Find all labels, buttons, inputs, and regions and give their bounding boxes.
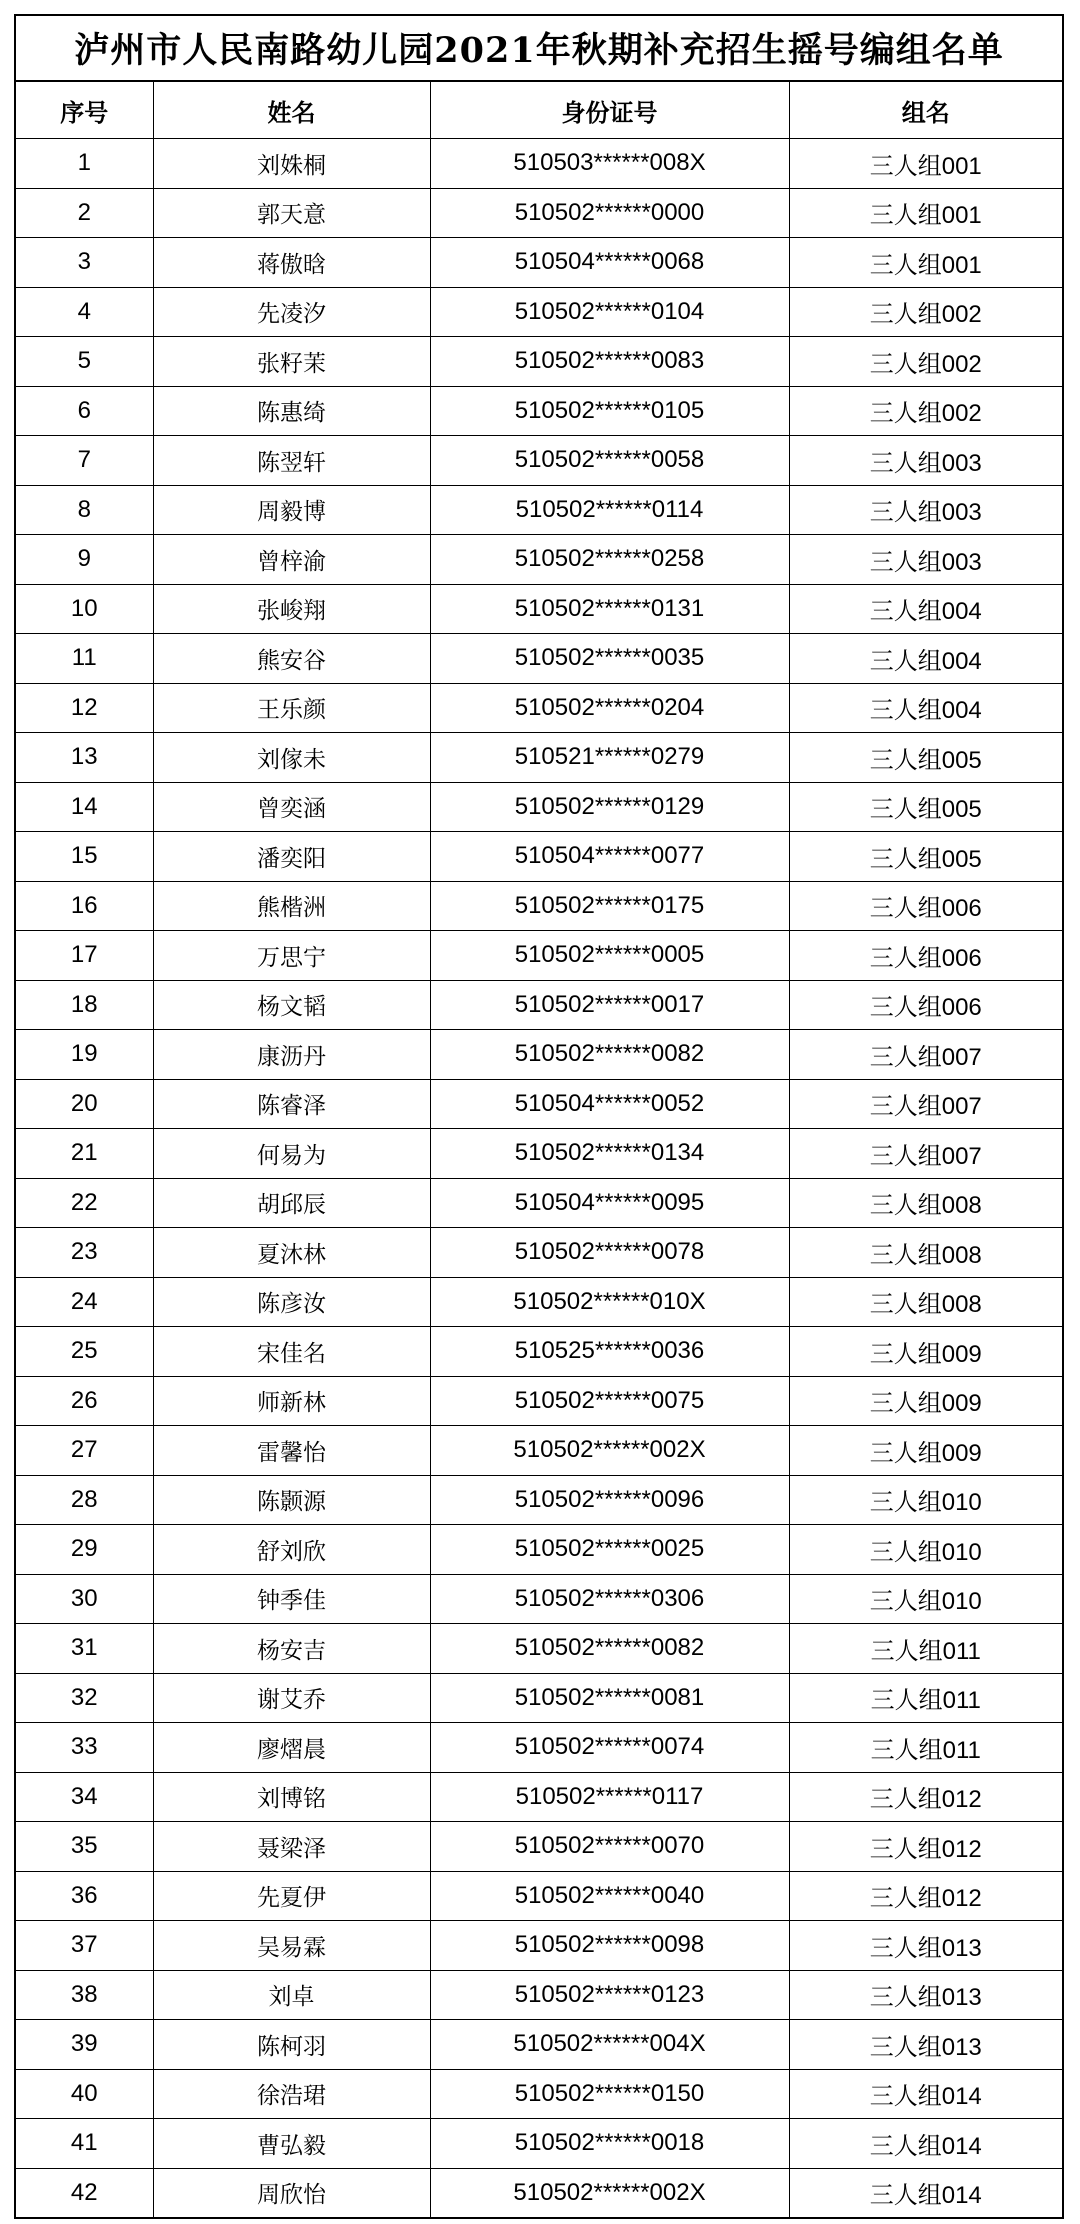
id-number: 510502******0058 [430, 436, 789, 486]
id-number: 510521******0279 [430, 733, 789, 783]
group-name: 三人组009 [789, 1376, 1062, 1426]
id-number: 510502******0040 [430, 1871, 789, 1921]
student-name: 杨文韬 [153, 980, 430, 1030]
id-number: 510504******0052 [430, 1079, 789, 1129]
student-name: 张籽茉 [153, 337, 430, 387]
group-name: 三人组006 [789, 881, 1062, 931]
group-name: 三人组009 [789, 1426, 1062, 1476]
row-index: 24 [16, 1277, 153, 1327]
group-name: 三人组005 [789, 832, 1062, 882]
id-number: 510502******0025 [430, 1525, 789, 1575]
table-row [16, 1327, 1062, 1377]
student-name: 万思宁 [153, 931, 430, 981]
id-number: 510502******0117 [430, 1772, 789, 1822]
student-name: 陈翌轩 [153, 436, 430, 486]
id-number: 510502******0018 [430, 2119, 789, 2169]
id-number: 510502******0129 [430, 782, 789, 832]
student-name: 张峻翔 [153, 584, 430, 634]
table-row [16, 1129, 1062, 1179]
table-row [16, 436, 1062, 486]
table-row [16, 1673, 1062, 1723]
group-name: 三人组013 [789, 1921, 1062, 1971]
row-index: 36 [16, 1871, 153, 1921]
group-name: 三人组011 [789, 1624, 1062, 1674]
group-name: 三人组007 [789, 1030, 1062, 1080]
roster-body [16, 139, 1062, 2218]
student-name: 陈惠绮 [153, 386, 430, 436]
row-index: 30 [16, 1574, 153, 1624]
row-index: 33 [16, 1723, 153, 1773]
group-name: 三人组014 [789, 2069, 1062, 2119]
table-row [16, 287, 1062, 337]
student-name: 何易为 [153, 1129, 430, 1179]
id-number: 510502******0258 [430, 535, 789, 585]
group-name: 三人组004 [789, 584, 1062, 634]
table-row [16, 931, 1062, 981]
row-index: 29 [16, 1525, 153, 1575]
row-index: 17 [16, 931, 153, 981]
student-name: 刘博铭 [153, 1772, 430, 1822]
table-row [16, 1772, 1062, 1822]
group-name: 三人组014 [789, 2119, 1062, 2169]
row-index: 32 [16, 1673, 153, 1723]
table-row [16, 1376, 1062, 1426]
table-row [16, 1574, 1062, 1624]
table-row [16, 634, 1062, 684]
group-name: 三人组001 [789, 238, 1062, 288]
row-index: 13 [16, 733, 153, 783]
id-number: 510502******0131 [430, 584, 789, 634]
id-number: 510502******0078 [430, 1228, 789, 1278]
row-index: 3 [16, 238, 153, 288]
student-name: 夏沐林 [153, 1228, 430, 1278]
row-index: 34 [16, 1772, 153, 1822]
table-row [16, 1723, 1062, 1773]
group-name: 三人组011 [789, 1723, 1062, 1773]
table-row [16, 386, 1062, 436]
row-index: 23 [16, 1228, 153, 1278]
student-name: 蒋傲晗 [153, 238, 430, 288]
row-index: 35 [16, 1822, 153, 1872]
row-index: 20 [16, 1079, 153, 1129]
id-number: 510502******002X [430, 1426, 789, 1476]
id-number: 510502******0123 [430, 1970, 789, 2020]
group-name: 三人组002 [789, 287, 1062, 337]
id-number: 510502******0082 [430, 1624, 789, 1674]
student-name: 师新林 [153, 1376, 430, 1426]
roster-sheet [14, 14, 1064, 2219]
row-index: 9 [16, 535, 153, 585]
student-name: 陈颢源 [153, 1475, 430, 1525]
row-index: 27 [16, 1426, 153, 1476]
id-number: 510502******0175 [430, 881, 789, 931]
table-row [16, 337, 1062, 387]
table-row [16, 881, 1062, 931]
row-index: 22 [16, 1178, 153, 1228]
group-name: 三人组008 [789, 1277, 1062, 1327]
row-index: 4 [16, 287, 153, 337]
student-name: 周毅博 [153, 485, 430, 535]
student-name: 先凌汐 [153, 287, 430, 337]
id-number: 510502******0081 [430, 1673, 789, 1723]
group-name: 三人组002 [789, 386, 1062, 436]
student-name: 钟季佳 [153, 1574, 430, 1624]
student-name: 谢艾乔 [153, 1673, 430, 1723]
row-index: 38 [16, 1970, 153, 2020]
table-row [16, 832, 1062, 882]
group-name: 三人组012 [789, 1772, 1062, 1822]
group-name: 三人组013 [789, 2020, 1062, 2070]
row-index: 40 [16, 2069, 153, 2119]
id-number: 510502******0104 [430, 287, 789, 337]
id-number: 510502******010X [430, 1277, 789, 1327]
table-row [16, 485, 1062, 535]
student-name: 雷馨怡 [153, 1426, 430, 1476]
student-name: 曾奕涵 [153, 782, 430, 832]
row-index: 31 [16, 1624, 153, 1674]
header-id-number: 身份证号 [430, 82, 789, 139]
table-row [16, 1871, 1062, 1921]
table-row [16, 1079, 1062, 1129]
id-number: 510502******0035 [430, 634, 789, 684]
table-row [16, 733, 1062, 783]
row-index: 19 [16, 1030, 153, 1080]
table-row [16, 2119, 1062, 2169]
group-name: 三人组001 [789, 188, 1062, 238]
row-index: 18 [16, 980, 153, 1030]
table-row [16, 980, 1062, 1030]
id-number: 510502******0150 [430, 2069, 789, 2119]
group-name: 三人组005 [789, 733, 1062, 783]
group-name: 三人组004 [789, 634, 1062, 684]
group-name: 三人组006 [789, 931, 1062, 981]
student-name: 刘卓 [153, 1970, 430, 2020]
row-index: 6 [16, 386, 153, 436]
student-name: 陈柯羽 [153, 2020, 430, 2070]
table-row [16, 1228, 1062, 1278]
student-name: 熊安谷 [153, 634, 430, 684]
group-name: 三人组007 [789, 1129, 1062, 1179]
row-index: 21 [16, 1129, 153, 1179]
row-index: 28 [16, 1475, 153, 1525]
table-row [16, 1921, 1062, 1971]
student-name: 刘姝桐 [153, 139, 430, 189]
student-name: 廖熠晨 [153, 1723, 430, 1773]
table-row [16, 238, 1062, 288]
id-number: 510502******0074 [430, 1723, 789, 1773]
row-index: 42 [16, 2168, 153, 2217]
row-index: 37 [16, 1921, 153, 1971]
header-row [16, 82, 1062, 139]
row-index: 2 [16, 188, 153, 238]
student-name: 徐浩珺 [153, 2069, 430, 2119]
student-name: 吴易霖 [153, 1921, 430, 1971]
student-name: 曹弘毅 [153, 2119, 430, 2169]
header-group: 组名 [789, 82, 1062, 139]
group-name: 三人组010 [789, 1475, 1062, 1525]
id-number: 510502******0204 [430, 683, 789, 733]
student-name: 刘傢未 [153, 733, 430, 783]
id-number: 510504******0077 [430, 832, 789, 882]
student-name: 舒刘欣 [153, 1525, 430, 1575]
row-index: 7 [16, 436, 153, 486]
student-name: 陈彦汝 [153, 1277, 430, 1327]
student-name: 潘奕阳 [153, 832, 430, 882]
row-index: 15 [16, 832, 153, 882]
table-row [16, 1970, 1062, 2020]
group-name: 三人组014 [789, 2168, 1062, 2217]
table-row [16, 782, 1062, 832]
group-name: 三人组012 [789, 1871, 1062, 1921]
group-name: 三人组002 [789, 337, 1062, 387]
id-number: 510502******0000 [430, 188, 789, 238]
id-number: 510502******0017 [430, 980, 789, 1030]
student-name: 曾梓渝 [153, 535, 430, 585]
student-name: 聂梁泽 [153, 1822, 430, 1872]
id-number: 510504******0068 [430, 238, 789, 288]
table-row [16, 1277, 1062, 1327]
table-row [16, 188, 1062, 238]
row-index: 11 [16, 634, 153, 684]
group-name: 三人组003 [789, 485, 1062, 535]
student-name: 杨安吉 [153, 1624, 430, 1674]
student-name: 康沥丹 [153, 1030, 430, 1080]
row-index: 5 [16, 337, 153, 387]
header-index: 序号 [16, 82, 153, 139]
table-row [16, 1030, 1062, 1080]
id-number: 510502******0096 [430, 1475, 789, 1525]
row-index: 14 [16, 782, 153, 832]
group-name: 三人组003 [789, 436, 1062, 486]
group-name: 三人组010 [789, 1525, 1062, 1575]
id-number: 510502******0105 [430, 386, 789, 436]
group-name: 三人组001 [789, 139, 1062, 189]
student-name: 王乐颜 [153, 683, 430, 733]
id-number: 510502******0070 [430, 1822, 789, 1872]
table-row [16, 1178, 1062, 1228]
id-number: 510502******0075 [430, 1376, 789, 1426]
table-row [16, 2020, 1062, 2070]
id-number: 510502******0082 [430, 1030, 789, 1080]
student-name: 熊楷洲 [153, 881, 430, 931]
row-index: 41 [16, 2119, 153, 2169]
row-index: 1 [16, 139, 153, 189]
table-row [16, 139, 1062, 189]
student-name: 周欣怡 [153, 2168, 430, 2217]
id-number: 510502******002X [430, 2168, 789, 2217]
document-title: 泸州市人民南路幼儿园2021年秋期补充招生摇号编组名单 [16, 16, 1062, 82]
group-name: 三人组013 [789, 1970, 1062, 2020]
group-name: 三人组008 [789, 1178, 1062, 1228]
table-row [16, 584, 1062, 634]
row-index: 16 [16, 881, 153, 931]
student-name: 胡邱辰 [153, 1178, 430, 1228]
student-name: 宋佳名 [153, 1327, 430, 1377]
student-name: 郭天意 [153, 188, 430, 238]
id-number: 510502******0306 [430, 1574, 789, 1624]
table-row [16, 2168, 1062, 2217]
table-row [16, 1822, 1062, 1872]
row-index: 26 [16, 1376, 153, 1426]
id-number: 510502******0114 [430, 485, 789, 535]
group-name: 三人组012 [789, 1822, 1062, 1872]
id-number: 510502******0134 [430, 1129, 789, 1179]
id-number: 510503******008X [430, 139, 789, 189]
row-index: 12 [16, 683, 153, 733]
group-name: 三人组005 [789, 782, 1062, 832]
student-name: 先夏伊 [153, 1871, 430, 1921]
id-number: 510525******0036 [430, 1327, 789, 1377]
table-row [16, 1525, 1062, 1575]
row-index: 25 [16, 1327, 153, 1377]
group-name: 三人组008 [789, 1228, 1062, 1278]
id-number: 510504******0095 [430, 1178, 789, 1228]
id-number: 510502******0083 [430, 337, 789, 387]
group-name: 三人组011 [789, 1673, 1062, 1723]
group-name: 三人组009 [789, 1327, 1062, 1377]
group-name: 三人组004 [789, 683, 1062, 733]
group-name: 三人组007 [789, 1079, 1062, 1129]
group-name: 三人组003 [789, 535, 1062, 585]
table-row [16, 2069, 1062, 2119]
header-name: 姓名 [153, 82, 430, 139]
id-number: 510502******0005 [430, 931, 789, 981]
group-name: 三人组010 [789, 1574, 1062, 1624]
table-row [16, 535, 1062, 585]
id-number: 510502******004X [430, 2020, 789, 2070]
row-index: 8 [16, 485, 153, 535]
student-name: 陈睿泽 [153, 1079, 430, 1129]
roster-table [16, 82, 1062, 2217]
table-row [16, 1426, 1062, 1476]
group-name: 三人组006 [789, 980, 1062, 1030]
id-number: 510502******0098 [430, 1921, 789, 1971]
row-index: 10 [16, 584, 153, 634]
row-index: 39 [16, 2020, 153, 2070]
table-row [16, 1624, 1062, 1674]
table-row [16, 683, 1062, 733]
table-row [16, 1475, 1062, 1525]
